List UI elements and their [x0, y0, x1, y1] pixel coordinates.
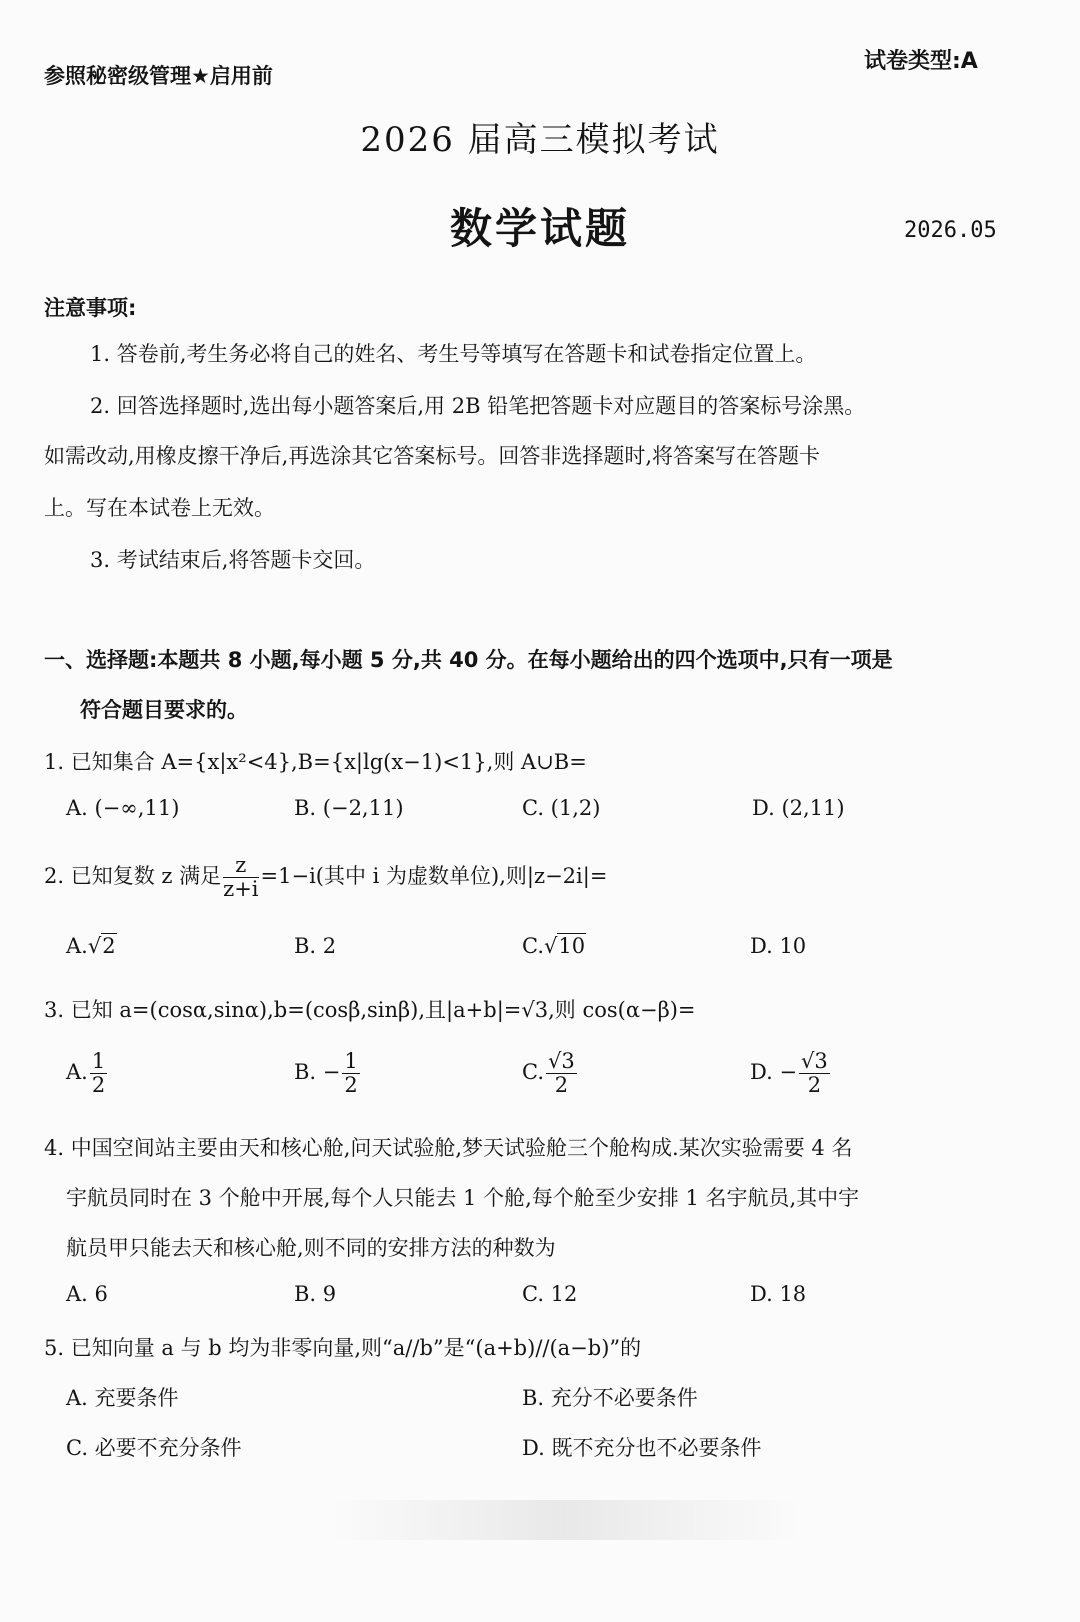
question-2-option-c: [522, 934, 586, 958]
notice-heading: 注意事项:: [44, 296, 137, 320]
question-2-frac-num: z: [223, 854, 258, 878]
frac-den: 2: [91, 1073, 106, 1098]
section-1-heading: 一、选择题:本题共 8 小题,每小题 5 分,共 40 分。在每小题给出的四个选项中,只有一项是: [44, 648, 893, 672]
question-4-option-b: B. 9: [294, 1282, 337, 1306]
question-4-line-1: 4. 中国空间站主要由天和核心舱,问天试验舱,梦天试验舱三个舱构成.某次实验需要 4 名: [44, 1136, 853, 1160]
question-3-stem: 3. 已知 a=(cosα,sinα),b=(cosβ,sinβ),且|a+b|=√3,则 cos(α−β)=: [44, 998, 696, 1022]
question-2-stem-after: =1−i(其中 i 为虚数单位),则|z−2i|=: [260, 864, 608, 889]
frac-num: 1: [344, 1049, 358, 1073]
notice-item-3: 3. 考试结束后,将答题卡交回。: [90, 548, 376, 572]
question-5-option-a: A. 充要条件: [66, 1386, 179, 1410]
question-3-option-b-fraction: [342, 1050, 359, 1097]
frac-den: 2: [807, 1073, 822, 1098]
question-3-option-c: [522, 1050, 579, 1097]
question-3-option-c-fraction: [546, 1050, 577, 1097]
question-2-option-a: [66, 934, 117, 958]
question-3-option-a: [66, 1050, 109, 1097]
question-2-option-d: D. 10: [750, 934, 807, 958]
question-1-stem: 1. 已知集合 A={x|x²<4},B={x|lg(x−1)<1},则 A∪B=: [44, 750, 587, 774]
question-2-option-c-root: 10: [558, 934, 586, 958]
question-3-option-a-fraction: [90, 1050, 107, 1097]
frac-num: 1: [91, 1049, 106, 1073]
question-2-option-c-label: C.: [522, 934, 544, 958]
question-1-option-a: A. (−∞,11): [66, 796, 180, 820]
question-4-line-3: 航员甲只能去天和核心舱,则不同的安排方法的种数为: [66, 1236, 556, 1260]
question-3-option-b-label: B. −: [294, 1060, 341, 1085]
frac-num: √3: [548, 1049, 575, 1073]
question-2-option-a-label: A.: [66, 934, 88, 958]
question-1-option-c: C. (1,2): [522, 796, 601, 820]
question-3-option-b: [294, 1050, 362, 1097]
question-1-option-d: D. (2,11): [752, 796, 845, 820]
paper-type-label: 试卷类型:A: [864, 49, 978, 74]
question-2-frac-den: z+i: [223, 877, 259, 902]
question-2-fraction: [223, 854, 258, 901]
notice-item-2-line-3: 上。写在本试卷上无效。: [44, 496, 275, 520]
frac-num: √3: [801, 1049, 828, 1073]
question-2-option-a-root: 2: [102, 934, 116, 958]
question-5-option-b: B. 充分不必要条件: [522, 1386, 698, 1410]
question-5-option-c: C. 必要不充分条件: [66, 1436, 242, 1460]
sqrt-icon: √: [544, 934, 558, 958]
question-4-option-c: C. 12: [522, 1282, 578, 1306]
question-2-stem-before: 2. 已知复数 z 满足: [44, 864, 222, 889]
question-3-option-a-label: A.: [66, 1060, 88, 1085]
exam-title: 2026 届高三模拟考试: [360, 120, 720, 160]
question-2-stem: [44, 854, 607, 901]
frac-den: 2: [344, 1073, 358, 1098]
exam-date: 2026.05: [904, 218, 997, 243]
question-3-option-d-label: D. −: [750, 1060, 798, 1085]
secrecy-label: 参照秘密级管理★启用前: [44, 64, 273, 88]
question-3-option-d: [750, 1050, 832, 1097]
scan-smudge: [330, 1500, 800, 1540]
question-4-option-a: A. 6: [66, 1282, 108, 1306]
question-5-option-d: D. 既不充分也不必要条件: [522, 1436, 762, 1460]
notice-item-2-line-2: 如需改动,用橡皮擦干净后,再选涂其它答案标号。回答非选择题时,将答案写在答题卡: [44, 444, 821, 468]
notice-item-1: 1. 答卷前,考生务必将自己的姓名、考生号等填写在答题卡和试卷指定位置上。: [90, 342, 817, 366]
question-3-option-d-fraction: [799, 1050, 830, 1097]
question-5-stem: 5. 已知向量 a 与 b 均为非零向量,则“a//b”是“(a+b)//(a−b)”的: [44, 1336, 642, 1360]
question-4-line-2: 宇航员同时在 3 个舱中开展,每个人只能去 1 个舱,每个舱至少安排 1 名宇航员,其中宇: [66, 1186, 860, 1210]
subject-title: 数学试题: [449, 204, 630, 253]
question-4-option-d: D. 18: [750, 1282, 807, 1306]
frac-den: 2: [554, 1073, 569, 1098]
question-2-option-b: B. 2: [294, 934, 337, 958]
question-1-option-b: B. (−2,11): [294, 796, 404, 820]
question-3-option-c-label: C.: [522, 1060, 544, 1085]
sqrt-icon: √: [87, 934, 102, 958]
notice-item-2-line-1: 2. 回答选择题时,选出每小题答案后,用 2B 铅笔把答题卡对应题目的答案标号涂黑。: [90, 394, 866, 418]
section-1-heading-cont: 符合题目要求的。: [80, 698, 248, 722]
